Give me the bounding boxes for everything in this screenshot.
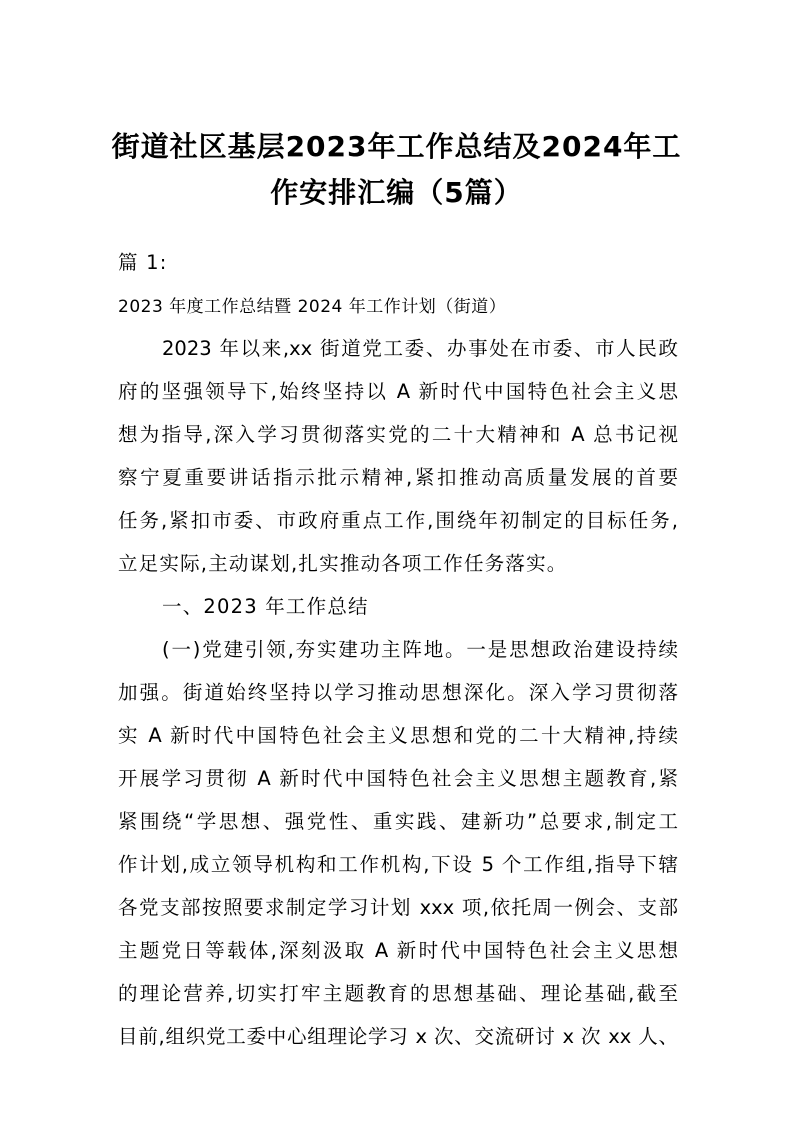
document-title-line-2: 作安排汇编（5篇）	[270, 176, 523, 209]
section-label: 篇 1:	[118, 251, 168, 274]
paragraph-1-line-4: 察宁夏重要讲话指示批示精神,紧扣推动高质量发展的首要	[118, 466, 678, 489]
paragraph-1-line-5: 任务,紧扣市委、市政府重点工作,围绕年初制定的目标任务,	[118, 509, 678, 532]
paragraph-2-line-9: 的理论营养,切实打牢主题教育的思想基础、理论基础,截至	[118, 982, 678, 1005]
paragraph-2-line-3: 实 A 新时代中国特色社会主义思想和党的二十大精神,持续	[118, 724, 678, 747]
paragraph-2-line-1: (一)党建引领,夯实建功主阵地。一是思想政治建设持续	[162, 638, 678, 661]
paragraph-2-line-7: 各党支部按照要求制定学习计划 xxx 项,依托周一例会、支部	[118, 896, 678, 919]
document-subtitle: 2023 年度工作总结暨 2024 年工作计划（街道）	[118, 297, 507, 317]
paragraph-2-line-4: 开展学习贯彻 A 新时代中国特色社会主义思想主题教育,紧	[118, 767, 678, 790]
paragraph-1-line-2: 府的坚强领导下,始终坚持以 A 新时代中国特色社会主义思	[118, 380, 678, 403]
paragraph-2-line-8: 主题党日等载体,深刻汲取 A 新时代中国特色社会主义思想	[118, 939, 678, 962]
paragraph-1-line-6: 立足实际,主动谋划,扎实推动各项工作任务落实。	[118, 552, 568, 575]
paragraph-2-line-5: 紧围绕“学思想、强党性、重实践、建新功”总要求,制定工	[118, 810, 678, 833]
paragraph-2-line-2: 加强。街道始终坚持以学习推动思想深化。深入学习贯彻落	[118, 681, 678, 704]
paragraph-2-line-10: 目前,组织党工委中心组理论学习 x 次、交流研讨 x 次 xx 人、	[118, 1025, 678, 1048]
heading-1: 一、2023 年工作总结	[162, 595, 369, 618]
paragraph-1-line-1: 2023 年以来,xx 街道党工委、办事处在市委、市人民政	[162, 337, 678, 360]
paragraph-1-line-3: 想为指导,深入学习贯彻落实党的二十大精神和 A 总书记视	[118, 423, 678, 446]
document-title-line-1: 街道社区基层2023年工作总结及2024年工	[111, 130, 682, 163]
paragraph-2-line-6: 作计划,成立领导机构和工作机构,下设 5 个工作组,指导下辖	[118, 853, 678, 876]
